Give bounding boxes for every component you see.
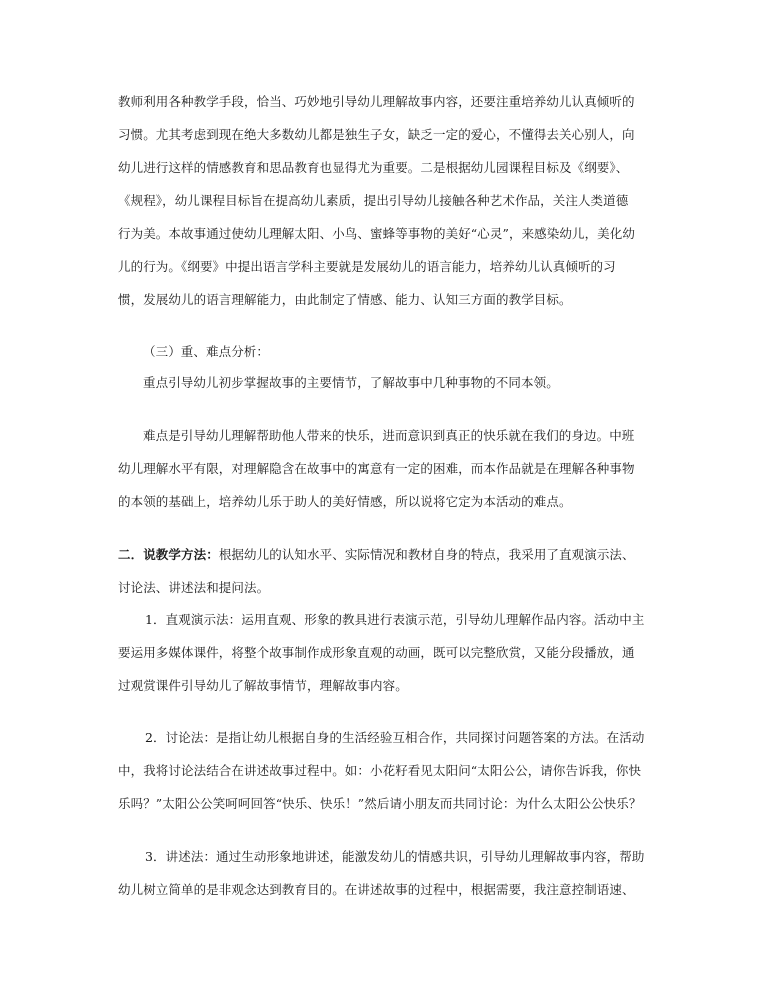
text-line: 中，我将讨论法结合在讲述故事过程中。如：小花籽看见太阳问“太阳公公，请你告诉我，你快 [118,763,642,778]
text-line: 儿的行为。《纲要》中提出语言学科主要就是发展幼儿的语言能力，培养幼儿认真倾听的习 [118,259,616,274]
method-intro-text: 根据幼儿的认知水平、实际情况和教材自身的特点，我采用了直观演示法、 [218,547,635,562]
text-line: 讨论法、讲述法和提问法。 [118,580,270,595]
text-line: 1．直观演示法：运用直观、形象的教具进行表演示范，引导幼儿理解作品内容。活动中主 [145,612,645,627]
text-line: 要运用多媒体课件，将整个故事制作成形象直观的动画，既可以完整欣赏，又能分段播放，通 [118,645,635,660]
text-line: 3．讲述法：通过生动形象地讲述，能激发幼儿的情感共识，引导幼儿理解故事内容，帮助 [145,849,645,864]
section-heading: （三）重、难点分析： [143,344,270,359]
text-line: 过观赏课件引导幼儿了解故事情节，理解故事内容。 [118,678,408,693]
key-point-text: 重点引导幼儿初步掌握故事的主要情节，了解故事中几种事物的不同本领。 [143,375,559,390]
text-line [118,547,658,563]
text-line: 幼儿树立简单的是非观念达到教育目的。在讲述故事的过程中，根据需要，我注意控制语速、 [118,882,635,897]
method-heading: 二．说教学方法： [118,547,219,562]
text-line: 习惯。尤其考虑到现在绝大多数幼儿都是独生子女，缺乏一定的爱心，不懂得去关心别人，向 [118,127,635,142]
text-line: 《规程》，幼儿课程目标旨在提高幼儿素质，提出引导幼儿接触各种艺术作品，关注人类道德 [118,193,629,208]
text-line: 乐吗？”太阳公公笑呵呵回答“快乐、快乐！”然后请小朋友而共同讨论：为什么太阳公公快乐？ [118,796,642,811]
text-line: 难点是引导幼儿理解帮助他人带来的快乐，进而意识到真正的快乐就在我们的身边。中班 [143,428,635,443]
text-line: 幼儿理解水平有限，对理解隐含在故事中的寓意有一定的困难，而本作品就是在理解各种事物 [118,461,635,476]
text-line: 惯，发展幼儿的语言理解能力，由此制定了情感、能力、认知三方面的教学目标。 [118,292,572,307]
text-line: 2．讨论法：是指让幼儿根据自身的生活经验互相合作，共同探讨问题答案的方法。在活动 [145,730,645,745]
text-line: 教师利用各种教学手段，恰当、巧妙地引导幼儿理解故事内容，还要注重培养幼儿认真倾听的 [118,94,635,109]
text-line: 幼儿进行这样的情感教育和思品教育也显得尤为重要。二是根据幼儿园课程目标及《纲要》、 [118,160,629,175]
text-line: 的本领的基础上，培养幼儿乐于助人的美好情感，所以说将它定为本活动的难点。 [118,494,572,509]
text-line: 行为美。本故事通过使幼儿理解太阳、小鸟、蜜蜂等事物的美好“心灵”，来感染幼儿，美化幼 [118,226,635,241]
